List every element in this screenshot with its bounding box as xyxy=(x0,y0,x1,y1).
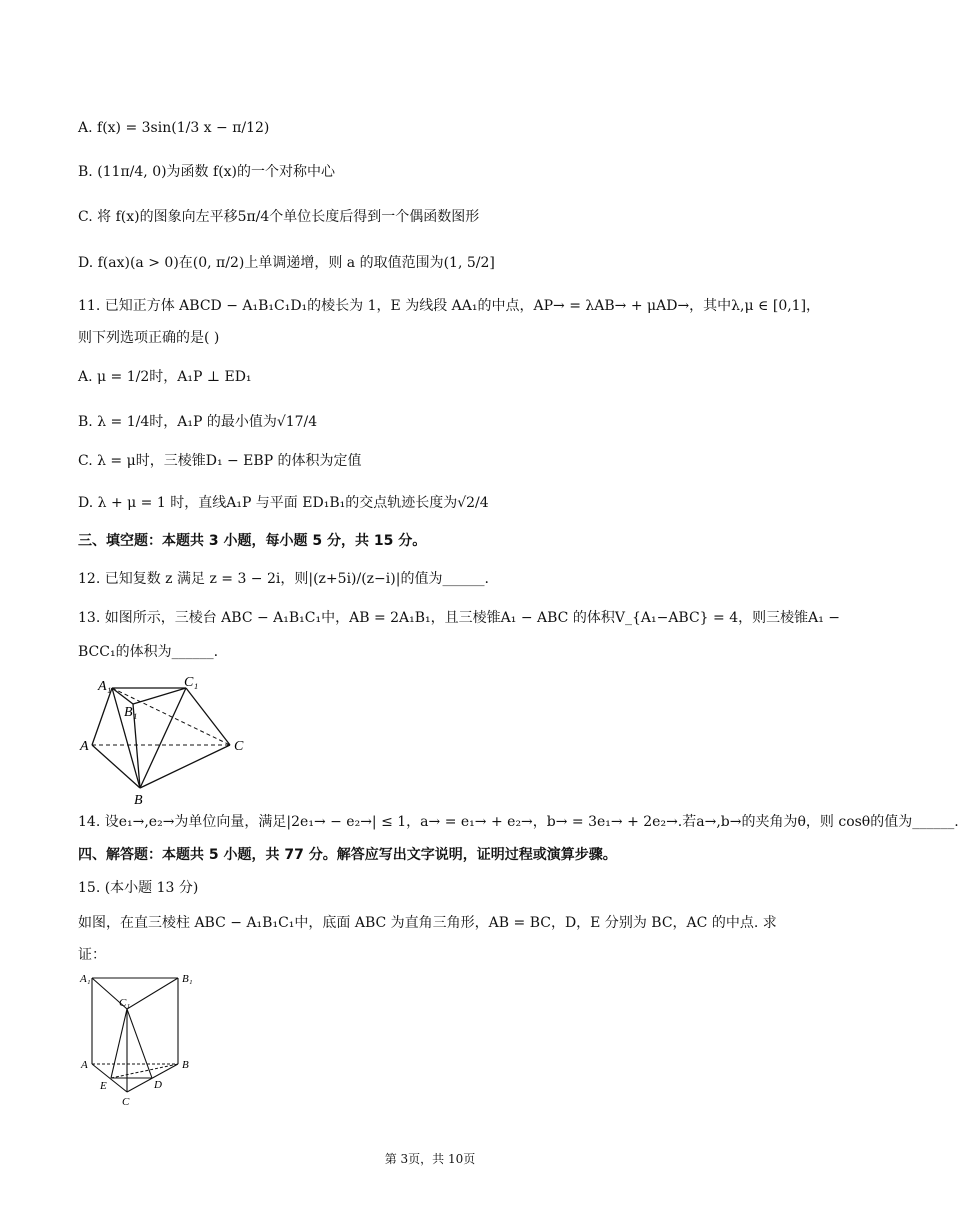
prism-label-b: B xyxy=(182,1059,189,1071)
question-11-option-b: B. λ = 1/4时，A₁P 的最小值为√17/4 xyxy=(78,414,318,430)
prism-label-b1: B₁ xyxy=(182,973,193,985)
option-a-line: A. f(x) = 3sin(1/3 x − π/12) xyxy=(78,120,270,136)
frustum-figure xyxy=(78,670,258,810)
prism-label-e: E xyxy=(100,1080,107,1092)
question-12: 12. 已知复数 z 满足 z = 3 − 2i，则|(z+5i)/(z−i)|的值为______. xyxy=(78,571,489,587)
option-b-line: B. (11π/4, 0)为函数 f(x)的一个对称中心 xyxy=(78,164,336,180)
question-11-prompt: 则下列选项正确的是( ) xyxy=(78,330,220,346)
option-d-line: D. f(ax)(a > 0)在(0, π/2)上单调递增，则 a 的取值范围为(1, 5/2] xyxy=(78,255,495,271)
prism-figure xyxy=(78,966,208,1111)
question-15-stem: 如图，在直三棱柱 ABC − A₁B₁C₁中，底面 ABC 为直角三角形，AB = BC，D，E 分别为 BC，AC 的中点. 求 xyxy=(78,915,777,931)
label-a1: A₁ xyxy=(98,679,112,694)
question-11-option-a: A. μ = 1/2时，A₁P ⊥ ED₁ xyxy=(78,369,252,385)
label-c: C xyxy=(234,739,244,754)
question-11-option-d: D. λ + μ = 1 时，直线A₁P 与平面 ED₁B₁的交点轨迹长度为√2/4 xyxy=(78,495,489,511)
prism-label-c: C xyxy=(122,1096,130,1108)
question-11-option-c: C. λ = μ时，三棱锥D₁ − EBP 的体积为定值 xyxy=(78,453,362,469)
prism-label-a: A xyxy=(81,1059,88,1071)
question-15-title: 15. (本小题 13 分) xyxy=(78,880,199,896)
label-b: B xyxy=(134,793,143,808)
question-13-end: BCC₁的体积为______. xyxy=(78,644,219,660)
label-c1: C₁ xyxy=(184,675,199,690)
question-14: 14. 设e₁→,e₂→为单位向量，满足|2e₁→ − e₂→| ≤ 1，a→ = e₁→ + e₂→，b→ = 3e₁→ + 2e₂→.若a→,b→的夹角为θ，则 cosθ的值为______. xyxy=(78,814,959,830)
label-a: A xyxy=(80,739,89,754)
section-3-heading: 三、填空题：本题共 3 小题，每小题 5 分，共 15 分。 xyxy=(78,533,427,549)
prism-label-c1: C₁ xyxy=(119,997,131,1009)
option-c-line: C. 将 f(x)的图象向左平移5π/4个单位长度后得到一个偶函数图形 xyxy=(78,209,480,225)
prism-label-d: D xyxy=(154,1079,162,1091)
page-footer: 第 3页，共 10页 xyxy=(384,1152,476,1166)
section-4-heading: 四、解答题：本题共 5 小题，共 77 分。解答应写出文字说明，证明过程或演算步骤。 xyxy=(78,847,617,863)
question-15-proof: 证： xyxy=(78,947,106,963)
prism-label-a1: A₁ xyxy=(80,973,91,985)
label-b1: B₁ xyxy=(124,705,138,720)
question-11-stem: 11. 已知正方体 ABCD − A₁B₁C₁D₁的棱长为 1，E 为线段 AA₁的中点，AP→ = λAB→ + μAD→，其中λ,μ ∈ [0,1]， xyxy=(78,298,821,314)
question-13-stem: 13. 如图所示，三棱台 ABC − A₁B₁C₁中，AB = 2A₁B₁，且三棱锥A₁ − ABC 的体积V_{A₁−ABC} = 4，则三棱锥A₁ − xyxy=(78,610,841,626)
